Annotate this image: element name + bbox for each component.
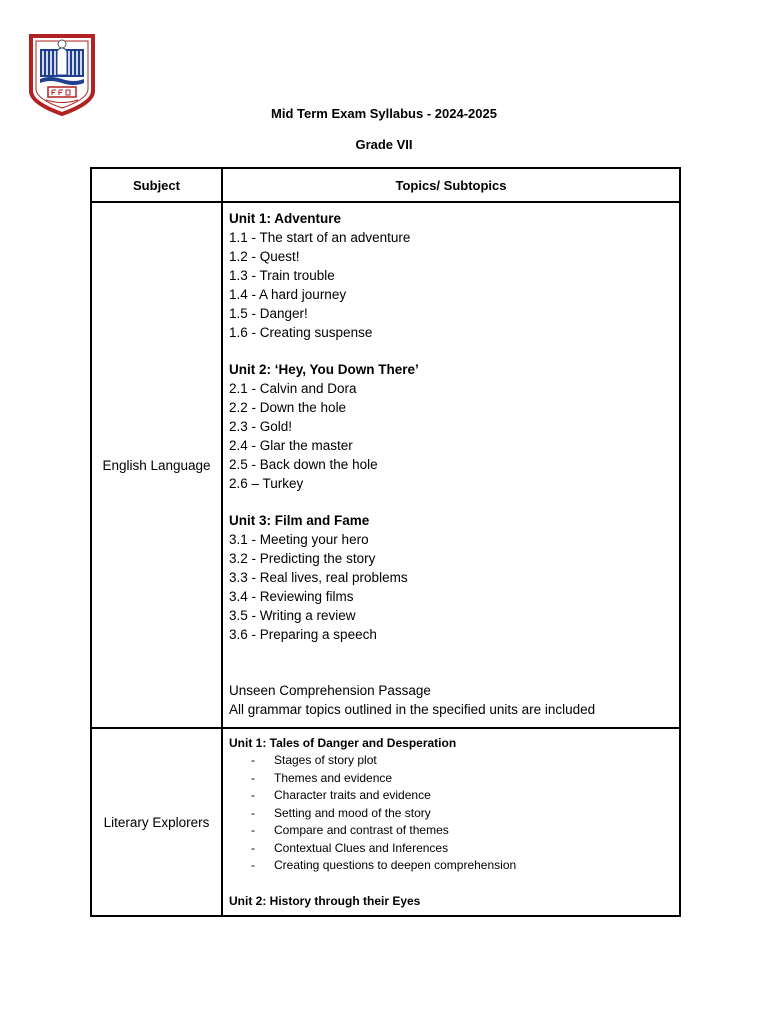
topics-column-header: Topics/ Subtopics	[222, 168, 680, 202]
bullet-dash: -	[251, 753, 255, 767]
list-item	[229, 857, 673, 875]
list-item-text: Stages of story plot	[274, 753, 377, 767]
topic-item: 1.3 - Train trouble	[229, 268, 335, 283]
exam-syllabus-title: Mid Term Exam Syllabus - 2024-2025	[271, 106, 497, 121]
table-header-row	[91, 168, 680, 202]
list-item-text: Compare and contrast of themes	[274, 823, 449, 837]
topic-item: 3.3 - Real lives, real problems	[229, 570, 408, 585]
school-crest-logo	[28, 33, 96, 117]
list-item	[229, 805, 673, 823]
topic-item: 1.6 - Creating suspense	[229, 325, 373, 340]
comprehension-note: Unseen Comprehension Passage	[229, 683, 431, 698]
topic-item: 2.3 - Gold!	[229, 419, 293, 434]
topic-item: 1.4 - A hard journey	[229, 287, 347, 302]
unit-heading: Unit 3: Film and Fame	[229, 513, 370, 528]
topic-item: 2.5 - Back down the hole	[229, 457, 378, 472]
bullet-dash: -	[251, 823, 255, 837]
bullet-dash: -	[251, 840, 255, 855]
bullet-dash: -	[251, 858, 255, 872]
grade-label: Grade VII	[355, 137, 413, 152]
topic-item: 2.4 - Glar the master	[229, 438, 353, 453]
list-item-text: Contextual Clues and Inferences	[274, 840, 449, 855]
list-item	[229, 752, 673, 770]
topics-cell-english	[222, 202, 680, 728]
topic-item: 3.2 - Predicting the story	[229, 551, 376, 566]
grammar-note: All grammar topics outlined in the specified units are included	[229, 702, 596, 717]
list-item-text: Creating questions to deepen comprehension	[274, 858, 517, 872]
unit-heading: Unit 2: ‘Hey, You Down There’	[229, 362, 419, 377]
topic-item: 3.6 - Preparing a speech	[229, 627, 377, 642]
unit-heading: Unit 1: Tales of Danger and Desperation	[229, 736, 457, 750]
table-row	[91, 728, 680, 916]
topic-item: 1.2 - Quest!	[229, 249, 300, 264]
bullet-dash: -	[251, 770, 255, 785]
table-row	[91, 202, 680, 728]
list-item-text: Themes and evidence	[274, 770, 393, 785]
topic-item: 2.2 - Down the hole	[229, 400, 347, 415]
subject-cell-english: English Language	[91, 202, 222, 728]
topic-item: 2.6 – Turkey	[229, 476, 304, 491]
list-item	[229, 787, 673, 805]
bullet-dash: -	[251, 788, 255, 802]
unit-heading: Unit 1: Adventure	[229, 211, 342, 226]
topic-item: 1.1 - The start of an adventure	[229, 230, 411, 245]
list-item-text: Character traits and evidence	[274, 788, 431, 802]
topics-cell-literary	[222, 728, 680, 916]
subject-cell-literary: Literary Explorers	[91, 728, 222, 916]
topic-item: 3.4 - Reviewing films	[229, 589, 354, 604]
syllabus-table	[90, 167, 681, 917]
unit-heading: Unit 2: History through their Eyes	[229, 893, 421, 908]
topic-item: 3.1 - Meeting your hero	[229, 532, 369, 547]
subject-column-header: Subject	[91, 168, 222, 202]
topic-item: 1.5 - Danger!	[229, 306, 308, 321]
list-item-text: Setting and mood of the story	[274, 805, 431, 820]
list-item	[229, 770, 673, 788]
list-item	[229, 822, 673, 840]
list-item	[229, 840, 673, 858]
bullet-dash: -	[251, 805, 255, 820]
topic-item: 3.5 - Writing a review	[229, 608, 356, 623]
topic-item: 2.1 - Calvin and Dora	[229, 381, 357, 396]
